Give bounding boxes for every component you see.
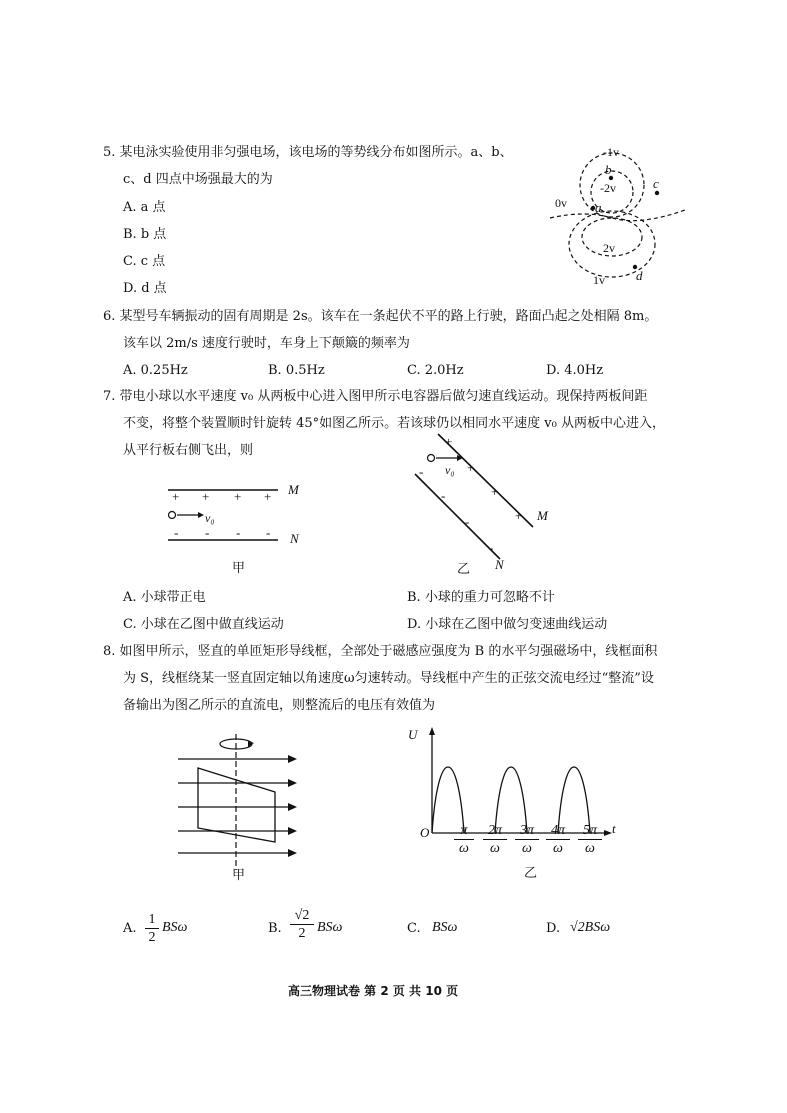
tick-5: $\frac{5\pi}{\omega}$ bbox=[578, 822, 602, 857]
q5-option-c: C. c 点 bbox=[123, 254, 166, 269]
q8-option-d-letter: D. bbox=[546, 921, 561, 936]
caption-b: 乙 bbox=[457, 562, 471, 577]
label-1v: 1v bbox=[593, 273, 605, 287]
b-plus-2: + bbox=[467, 460, 475, 475]
v0-label-a: v₀ bbox=[205, 511, 215, 525]
tick-3: $\frac{3\pi}{\omega}$ bbox=[515, 822, 539, 857]
caption-graph: 乙 bbox=[524, 866, 538, 881]
m-label-b: M bbox=[537, 508, 548, 523]
tick-4: $\frac{4\pi}{\omega}$ bbox=[546, 822, 570, 857]
q7-stem-line1: 7. 带电小球以水平速度 v₀ 从两板中心进入图甲所示电容器后做匀速直线运动。现保持两板间距 bbox=[103, 389, 648, 404]
label-c: c bbox=[653, 176, 659, 191]
minus-1: - bbox=[174, 525, 179, 540]
q8-stem-line2: 为 S，线框绕某一竖直固定轴以角速度ω匀速转动。导线框中产生的正弦交流电经过“整流”设 bbox=[123, 671, 654, 686]
q8-option-b-tail: BSω bbox=[317, 920, 343, 935]
q7-option-b: B. 小球的重力可忽略不计 bbox=[407, 590, 555, 605]
label-d: d bbox=[636, 268, 643, 283]
q5-option-b: B. b 点 bbox=[123, 227, 167, 242]
coil-figure bbox=[170, 732, 330, 882]
origin-label: O bbox=[420, 825, 430, 840]
q8-stem-line3: 备输出为图乙所示的直流电，则整流后的电压有效值为 bbox=[123, 698, 436, 713]
q6-stem-line2: 该车以 2m/s 速度行驶时，车身上下颠簸的频率为 bbox=[123, 336, 410, 351]
q7-option-c: C. 小球在乙图中做直线运动 bbox=[123, 617, 284, 632]
equipotential-figure bbox=[545, 140, 695, 290]
caption-a: 甲 bbox=[232, 561, 246, 576]
q8-option-a-letter: A. bbox=[123, 921, 137, 936]
m-label-a: M bbox=[288, 482, 299, 497]
q6-option-b: B. 0.5Hz bbox=[268, 363, 325, 378]
b-minus-4: - bbox=[489, 540, 494, 555]
q8-option-b-fraction: $\frac{√2}{2}$ bbox=[290, 907, 314, 942]
b-plus-1: + bbox=[445, 434, 453, 449]
n-label-a: N bbox=[290, 531, 299, 546]
minus-4: - bbox=[266, 525, 271, 540]
label-minus1v: -1v bbox=[603, 145, 619, 159]
q8-option-d-tail: √2BSω bbox=[570, 920, 611, 935]
q8-stem-line1: 8. 如图甲所示，竖直的单匝矩形导线框，全部处于磁感应强度为 B 的水平匀强磁场中，线框面积 bbox=[103, 644, 658, 659]
plus-2: + bbox=[202, 489, 210, 504]
q5-option-a: A. a 点 bbox=[123, 200, 166, 215]
x-axis-label: t bbox=[612, 821, 616, 836]
minus-2: - bbox=[205, 525, 210, 540]
q5-stem-line2: c、d 四点中场强最大的为 bbox=[123, 172, 273, 187]
q6-stem-line1: 6. 某型号车辆振动的固有周期是 2s。该车在一条起伏不平的路上行驶，路面凸起之处相隔 8m。 bbox=[103, 309, 658, 324]
tick-1: $\frac{\pi}{\omega}$ bbox=[454, 822, 474, 857]
q6-option-a: A. 0.25Hz bbox=[123, 363, 188, 378]
b-plus-4: + bbox=[515, 508, 523, 523]
label-a: a bbox=[595, 200, 602, 215]
b-minus-3: - bbox=[465, 514, 470, 529]
capacitor-figure-a bbox=[160, 478, 320, 588]
q8-option-a-tail: BSω bbox=[162, 920, 188, 935]
plus-4: + bbox=[264, 489, 272, 504]
page-footer: 高三物理试卷 第 2 页 共 10 页 bbox=[288, 984, 459, 998]
q8-option-a-fraction: $\frac{1}{2}$ bbox=[145, 911, 159, 946]
label-0v: 0v bbox=[555, 196, 567, 210]
q8-option-c-tail: BSω bbox=[432, 920, 458, 935]
q7-stem-line2: 不变，将整个装置顺时针旋转 45°如图乙所示。若该球仍以相同水平速度 v₀ 从两板中心进入， bbox=[123, 416, 665, 431]
minus-3: - bbox=[236, 525, 241, 540]
v0-label-b: v₀ bbox=[445, 463, 455, 477]
y-axis-label: U bbox=[408, 727, 418, 742]
tick-2: $\frac{2\pi}{\omega}$ bbox=[483, 822, 507, 857]
b-plus-3: + bbox=[491, 484, 499, 499]
capacitor-figure-b bbox=[405, 432, 565, 582]
label-2v: 2v bbox=[603, 241, 615, 255]
q6-option-c: C. 2.0Hz bbox=[407, 363, 464, 378]
label-minus2v: -2v bbox=[600, 181, 616, 195]
b-minus-1: - bbox=[419, 464, 424, 479]
plus-3: + bbox=[234, 489, 242, 504]
b-minus-2: - bbox=[441, 488, 446, 503]
q8-option-b-letter: B. bbox=[268, 921, 282, 936]
q8-option-c-letter: C. bbox=[407, 921, 421, 936]
q5-option-d: D. d 点 bbox=[123, 281, 167, 296]
n-label-b: N bbox=[495, 557, 504, 572]
plus-1: + bbox=[172, 489, 180, 504]
q7-stem-line3: 从平行板右侧飞出，则 bbox=[123, 443, 254, 458]
q7-option-d: D. 小球在乙图中做匀变速曲线运动 bbox=[407, 617, 608, 632]
label-b: b bbox=[605, 162, 612, 177]
q6-option-d: D. 4.0Hz bbox=[546, 363, 604, 378]
caption-coil: 甲 bbox=[232, 868, 246, 883]
q7-option-a: A. 小球带正电 bbox=[123, 590, 206, 605]
q5-stem-line1: 5. 某电泳实验使用非匀强电场，该电场的等势线分布如图所示。a、b、 bbox=[103, 145, 513, 160]
